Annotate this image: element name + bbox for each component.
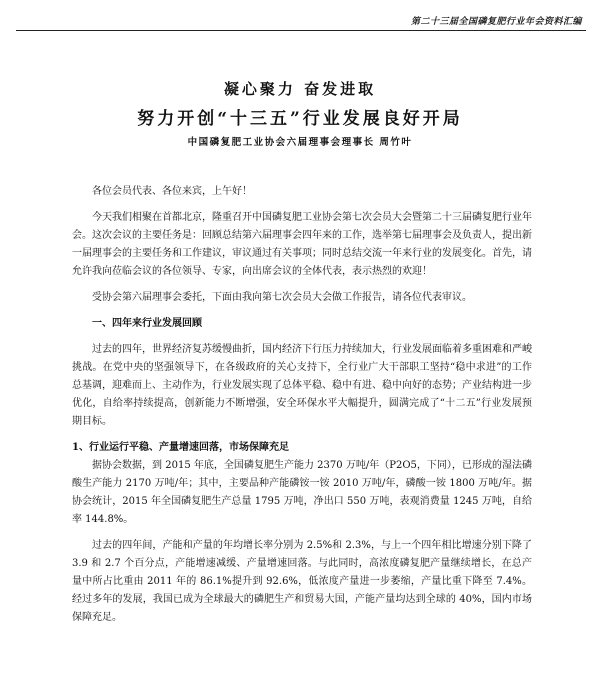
section-heading: 一、四年来行业发展回顾 bbox=[92, 318, 202, 329]
section-paragraph: 过去的四年，世界经济复苏缓慢曲折，国内经济下行压力持续加大，行业发展面临着多重困难和严峻挑战。在党中央的坚强领导下，在各级政府的关心支持下，全行业广大干部职工坚持“稳中求进”的工作总基调，迎难而上、主动作为，行业发展实现了总体平稳、稳中有进、稳中向好的态势；产业结构进一步优化，自给率持续提高，创新能力不断增强，安全环保水平大幅提升，圆满完成了“十二五”行业发展预期目标。 bbox=[72, 344, 532, 427]
title-line-1: 凝心聚力 奋发进取 bbox=[223, 80, 377, 98]
report-body bbox=[72, 183, 532, 627]
title-line-2: 努力开创“十三五”行业发展良好开局 bbox=[137, 109, 463, 129]
header-rule bbox=[16, 30, 586, 31]
greeting-paragraph: 各位会员代表、各位来宾，上午好！ bbox=[92, 186, 252, 197]
subsection-heading: 1、行业运行平稳、产量增速回落，市场保障充足 bbox=[72, 442, 289, 453]
intro-paragraph: 今天我们相聚在首都北京，隆重召开中国磷复肥工业协会第七次会员大会暨第二十三届磷复肥行业年会。这次会议的主要任务是：回顾总结第六届理事会四年来的工作，选举第七届理事会及负责人，提出新一届理事会的主要任务和工作建议，审议通过有关事项；同时总结交流一年来行业的发展变化。首先，请允许我向莅临会议的各位领导、专家，向出席会议的全体代表，表示热烈的欢迎！ bbox=[72, 212, 532, 277]
running-header: 第二十三届全国磷复肥行业年会资料汇编 bbox=[410, 17, 582, 27]
commission-paragraph: 受协会第六届理事会委托，下面由我向第七次会员大会做工作报告，请各位代表审议。 bbox=[92, 292, 472, 303]
subsection-paragraph-1: 据协会数据，到 2015 年底，全国磷复肥生产能力 2370 万吨/年（P2O5，下同），已形成的湿法磷酸生产能力 2170 万吨/年；其中，主要品种产能磷铵一铵 2010 万吨/年，磷酸一铵 1800 万吨/年。据协会统计，2015 年全国磷复肥生产总量 1795 万吨，净出口 550 万吨，表观消费量 1245 万吨，自给率 144.8%。 bbox=[72, 460, 532, 525]
subsection-paragraph-2: 过去的四年间，产能和产量的年均增长率分别为 2.5%和 2.3%，与上一个四年相比增速分别下降了 3.9 和 2.7 个百分点，产能增速减缓、产量增速回落。与此同时，高浓度磷复肥产量继续增长，在总产量中所占比重由 2011 年的 86.1%提升到 92.6%，低浓度产量进一步萎缩，产量比重下降至 7.4%。经过多年的发展，我国已成为全球最大的磷肥生产和贸易大国，产能产量均达到全球的 40%，国内市场保障充足。 bbox=[72, 540, 532, 623]
author-byline: 中国磷复肥工业协会六届理事会理事长 周竹叶 bbox=[187, 137, 413, 148]
